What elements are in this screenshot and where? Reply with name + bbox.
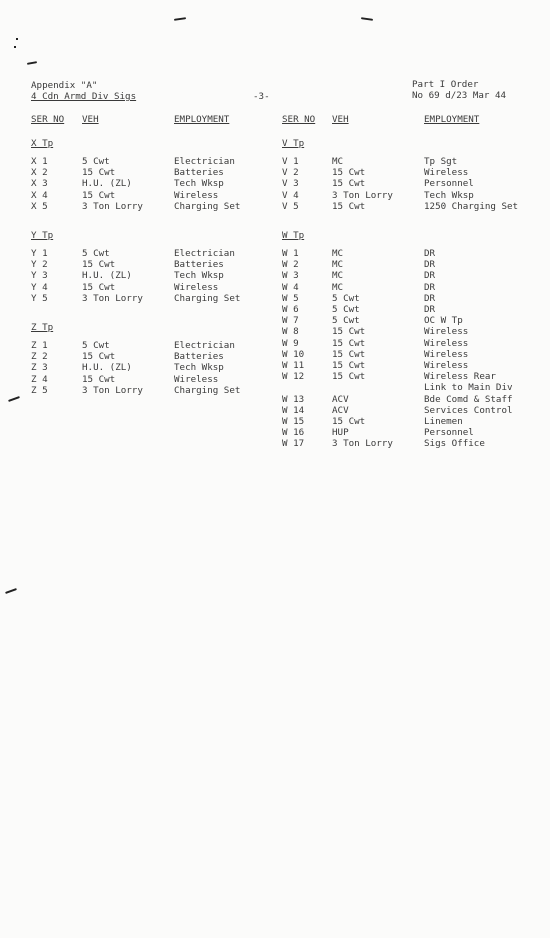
- vehicle-cell: 15 Cwt: [332, 200, 366, 212]
- vehicle-cell: ACV: [332, 404, 349, 416]
- col-header-employment-right: EMPLOYMENT: [424, 114, 480, 125]
- page-number: -3-: [253, 91, 270, 102]
- ser-no-cell: Z 5: [31, 384, 48, 396]
- ser-no-cell: V 2: [282, 167, 299, 179]
- employment-cell: Wireless: [424, 348, 469, 360]
- vehicle-cell: 15 Cwt: [332, 178, 366, 190]
- group-title-left: Z Tp: [31, 322, 54, 333]
- employment-cell: Wireless: [174, 281, 219, 293]
- employment-cell: DR: [424, 248, 436, 259]
- vehicle-cell: 3 Ton Lorry: [82, 200, 143, 212]
- employment-cell: Electrician: [174, 248, 235, 259]
- ser-no-cell: W 12: [282, 371, 305, 383]
- col-header-employment-left: EMPLOYMENT: [174, 114, 230, 125]
- vehicle-cell: 15 Cwt: [332, 416, 366, 427]
- employment-cell: Wireless: [174, 373, 219, 385]
- vehicle-cell: 15 Cwt: [332, 167, 366, 179]
- ser-no-cell: Z 3: [31, 362, 48, 374]
- employment-cell: Tech Wksp: [174, 362, 224, 374]
- ser-no-cell: V 1: [282, 156, 299, 167]
- vehicle-cell: ACV: [332, 393, 349, 405]
- employment-cell: Personnel: [424, 178, 474, 190]
- vehicle-cell: 3 Ton Lorry: [82, 292, 143, 304]
- scan-mark: [361, 17, 373, 21]
- order-number: No 69 d/23 Mar 44: [412, 90, 507, 101]
- ser-no-cell: W 3: [282, 270, 299, 282]
- vehicle-cell: 5 Cwt: [332, 304, 360, 315]
- group-title-left: X Tp: [31, 138, 54, 149]
- ser-no-cell: Y 2: [31, 259, 48, 271]
- ser-no-cell: W 17: [282, 438, 305, 450]
- vehicle-cell: 15 Cwt: [332, 337, 366, 349]
- ser-no-cell: V 3: [282, 178, 299, 190]
- employment-cell: Wireless: [424, 360, 469, 371]
- employment-cell: Bde Comd & Staff: [424, 393, 513, 405]
- employment-cell: Sigs Office: [424, 438, 485, 450]
- vehicle-cell: 15 Cwt: [332, 348, 366, 360]
- employment-cell: Wireless Rear: [424, 371, 496, 383]
- vehicle-cell: 15 Cwt: [332, 360, 366, 371]
- employment-cell: OC W Tp: [424, 315, 463, 327]
- vehicle-cell: 3 Ton Lorry: [332, 189, 393, 201]
- employment-cell: Wireless: [424, 337, 469, 349]
- ser-no-cell: W 13: [282, 393, 305, 405]
- vehicle-cell: 15 Cwt: [82, 259, 116, 271]
- employment-cell: 1250 Charging Set: [424, 200, 519, 212]
- employment-cell: Linemen: [424, 416, 463, 427]
- ser-no-cell: Y 1: [31, 248, 48, 259]
- ser-no-cell: X 1: [31, 156, 48, 167]
- ser-no-cell: W 7: [282, 315, 299, 327]
- employment-cell: Link to Main Div: [424, 382, 513, 394]
- vehicle-cell: 15 Cwt: [82, 189, 116, 201]
- ser-no-cell: X 3: [31, 178, 48, 190]
- vehicle-cell: 15 Cwt: [82, 373, 116, 385]
- vehicle-cell: H.U. (ZL): [82, 270, 132, 282]
- group-title-right: W Tp: [282, 230, 305, 241]
- employment-cell: Tech Wksp: [174, 270, 224, 282]
- vehicle-cell: 5 Cwt: [82, 248, 110, 259]
- ser-no-cell: V 4: [282, 189, 299, 201]
- employment-cell: DR: [424, 270, 436, 282]
- vehicle-cell: 5 Cwt: [332, 315, 360, 327]
- vehicle-cell: 15 Cwt: [82, 351, 116, 363]
- ser-no-cell: Z 1: [31, 340, 48, 351]
- employment-cell: Tech Wksp: [424, 189, 474, 201]
- ser-no-cell: W 9: [282, 337, 299, 349]
- vehicle-cell: 5 Cwt: [82, 156, 110, 167]
- ser-no-cell: W 10: [282, 348, 305, 360]
- vehicle-cell: HUP: [332, 427, 349, 439]
- order-title: Part I Order: [412, 79, 479, 90]
- group-title-left: Y Tp: [31, 230, 54, 241]
- scan-dot: [14, 46, 16, 48]
- ser-no-cell: W 2: [282, 259, 299, 271]
- employment-cell: Tech Wksp: [174, 178, 224, 190]
- scan-mark: [27, 61, 37, 65]
- employment-cell: Charging Set: [174, 200, 241, 212]
- ser-no-cell: W 4: [282, 281, 299, 293]
- group-title-right: V Tp: [282, 138, 305, 149]
- ser-no-cell: W 5: [282, 292, 299, 304]
- ser-no-cell: Y 5: [31, 292, 48, 304]
- vehicle-cell: MC: [332, 248, 344, 259]
- ser-no-cell: X 4: [31, 189, 48, 201]
- scan-mark: [174, 17, 186, 21]
- vehicle-cell: MC: [332, 281, 344, 293]
- vehicle-cell: 5 Cwt: [82, 340, 110, 351]
- col-header-ser-no-left: SER NO: [31, 114, 65, 125]
- ser-no-cell: W 15: [282, 416, 305, 427]
- employment-cell: Batteries: [174, 167, 224, 179]
- vehicle-cell: 15 Cwt: [82, 281, 116, 293]
- scan-dot: [16, 38, 18, 40]
- scan-mark: [8, 396, 20, 402]
- employment-cell: Services Control: [424, 404, 513, 416]
- employment-cell: Wireless: [424, 326, 469, 338]
- employment-cell: Electrician: [174, 156, 235, 167]
- ser-no-cell: W 14: [282, 404, 305, 416]
- vehicle-cell: MC: [332, 156, 344, 167]
- employment-cell: Batteries: [174, 351, 224, 363]
- col-header-veh-right: VEH: [332, 114, 349, 125]
- employment-cell: Tp Sgt: [424, 156, 458, 167]
- vehicle-cell: 15 Cwt: [332, 326, 366, 338]
- ser-no-cell: V 5: [282, 200, 299, 212]
- vehicle-cell: MC: [332, 270, 344, 282]
- employment-cell: Charging Set: [174, 292, 241, 304]
- employment-cell: DR: [424, 304, 436, 315]
- employment-cell: DR: [424, 281, 436, 293]
- employment-cell: Wireless: [424, 167, 469, 179]
- ser-no-cell: X 2: [31, 167, 48, 179]
- employment-cell: Batteries: [174, 259, 224, 271]
- ser-no-cell: W 11: [282, 360, 305, 371]
- col-header-ser-no-right: SER NO: [282, 114, 316, 125]
- ser-no-cell: W 16: [282, 427, 305, 439]
- ser-no-cell: Y 3: [31, 270, 48, 282]
- ser-no-cell: W 6: [282, 304, 299, 315]
- col-header-veh-left: VEH: [82, 114, 99, 125]
- vehicle-cell: 5 Cwt: [332, 292, 360, 304]
- ser-no-cell: W 8: [282, 326, 299, 338]
- ser-no-cell: X 5: [31, 200, 48, 212]
- vehicle-cell: 3 Ton Lorry: [332, 438, 393, 450]
- employment-cell: DR: [424, 259, 436, 271]
- ser-no-cell: Z 4: [31, 373, 48, 385]
- vehicle-cell: 15 Cwt: [332, 371, 366, 383]
- vehicle-cell: 15 Cwt: [82, 167, 116, 179]
- employment-cell: Personnel: [424, 427, 474, 439]
- vehicle-cell: H.U. (ZL): [82, 178, 132, 190]
- vehicle-cell: MC: [332, 259, 344, 271]
- appendix-label: Appendix "A": [31, 80, 98, 91]
- ser-no-cell: Y 4: [31, 281, 48, 293]
- ser-no-cell: Z 2: [31, 351, 48, 363]
- scan-mark: [5, 588, 17, 594]
- employment-cell: DR: [424, 292, 436, 304]
- employment-cell: Charging Set: [174, 384, 241, 396]
- unit-name: 4 Cdn Armd Div Sigs: [31, 91, 137, 102]
- ser-no-cell: W 1: [282, 248, 299, 259]
- vehicle-cell: 3 Ton Lorry: [82, 384, 143, 396]
- employment-cell: Electrician: [174, 340, 235, 351]
- vehicle-cell: H.U. (ZL): [82, 362, 132, 374]
- employment-cell: Wireless: [174, 189, 219, 201]
